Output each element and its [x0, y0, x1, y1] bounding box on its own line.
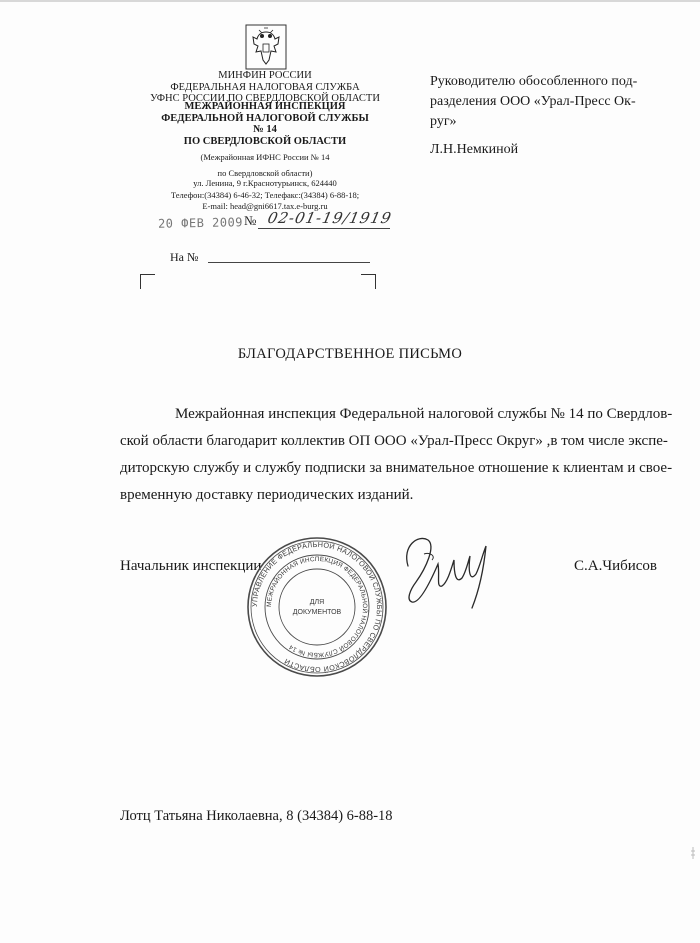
body-line: ской области благодарит коллектив ОП ООО «Урал-Пресс Округ» ,в том числе экспе- [120, 433, 668, 449]
letterhead-short-name [140, 152, 390, 179]
body-line: временную доставку периодических изданий. [120, 487, 414, 503]
document-title: БЛАГОДАРСТВЕННОЕ ПИСЬМО [237, 346, 463, 362]
letterhead-contacts [140, 178, 390, 213]
letterhead-line: № 14 [253, 124, 277, 135]
addressee-org [430, 92, 636, 132]
signatory-position: Начальник инспекции [120, 558, 262, 574]
seal-center-line: ДЛЯ [309, 599, 325, 606]
body-line: Межрайонная инспекция Федеральной налоговой службы № 14 по Свердлов- [175, 406, 673, 422]
addressee-line: руг» [430, 114, 457, 129]
address-corner-right [361, 274, 376, 289]
addressee-line: Руководителю обособленного под- [430, 74, 638, 89]
outgoing-number-label: № [244, 213, 257, 228]
letterhead-line: МИНФИН РОССИИ [218, 70, 312, 81]
addressee-line: разделения ООО «Урал-Пресс Ок- [430, 94, 636, 109]
addressee-name: Л.Н.Немкиной [430, 142, 519, 157]
handwritten-signature [396, 526, 506, 614]
seal-inner-text: МЕЖРАЙОННАЯ ИНСПЕКЦИЯ ФЕДЕРАЛЬНОЙ НАЛОГОВОЙ СЛУЖБЫ № 14 [265, 555, 369, 659]
official-seal-stamp [246, 536, 388, 678]
seal-outer-text: УПРАВЛЕНИЕ ФЕДЕРАЛЬНОЙ НАЛОГОВОЙ СЛУЖБЫ ПО СВЕРДЛОВСКОЙ ОБЛАСТИ [249, 539, 385, 675]
scan-top-edge [0, 0, 700, 2]
seal-center-line: ДОКУМЕНТОВ [292, 609, 342, 616]
reference-number-label: На № [170, 250, 199, 264]
letterhead-line: (Межрайонная ИФНС России № 14 [200, 152, 330, 162]
letterhead-line: по Свердловской области) [217, 167, 313, 178]
date-stamp: 20 ФЕВ 2009 [157, 215, 244, 231]
letterhead-line: УФНС РОССИИ ПО СВЕРДЛОВСКОЙ ОБЛАСТИ [150, 93, 380, 104]
reference-number-underline [208, 262, 370, 263]
letterhead-line: ФЕДЕРАЛЬНАЯ НАЛОГОВАЯ СЛУЖБА [170, 81, 360, 93]
address-corner-left [140, 274, 155, 289]
letterhead-ministry [140, 70, 390, 105]
coat-of-arms-emblem-icon [245, 24, 287, 70]
letterhead-line: ул. Ленина, 9 г.Краснотурьинск, 624440 [193, 178, 337, 188]
letterhead-inspection [140, 101, 390, 147]
letterhead-line: ФЕДЕРАЛЬНОЙ НАЛОГОВОЙ СЛУЖБЫ [161, 112, 369, 124]
body-line: диторскую службу и службу подписки за внимательное отношение к клиентам и свое- [120, 460, 673, 476]
letterhead-line: МЕЖРАЙОННАЯ ИНСПЕКЦИЯ [184, 101, 346, 112]
executor-contact: Лотц Татьяна Николаевна, 8 (34384) 6-88-18 [120, 808, 393, 824]
outgoing-number-underline [258, 228, 390, 229]
outgoing-number-value: 02-01-19/1919 [266, 209, 394, 227]
letterhead-line: ПО СВЕРДЛОВСКОЙ ОБЛАСТИ [183, 135, 347, 147]
signatory-name: С.А.Чибисов [574, 558, 658, 574]
letterhead-line: E-mail: head@gni6617.tax.e-burg.ru [202, 201, 328, 211]
letterhead-line: Телефон:(34384) 6-46-32; Телефакс:(34384) 6-88-18; [170, 189, 360, 200]
scan-edge-mark [690, 846, 696, 860]
